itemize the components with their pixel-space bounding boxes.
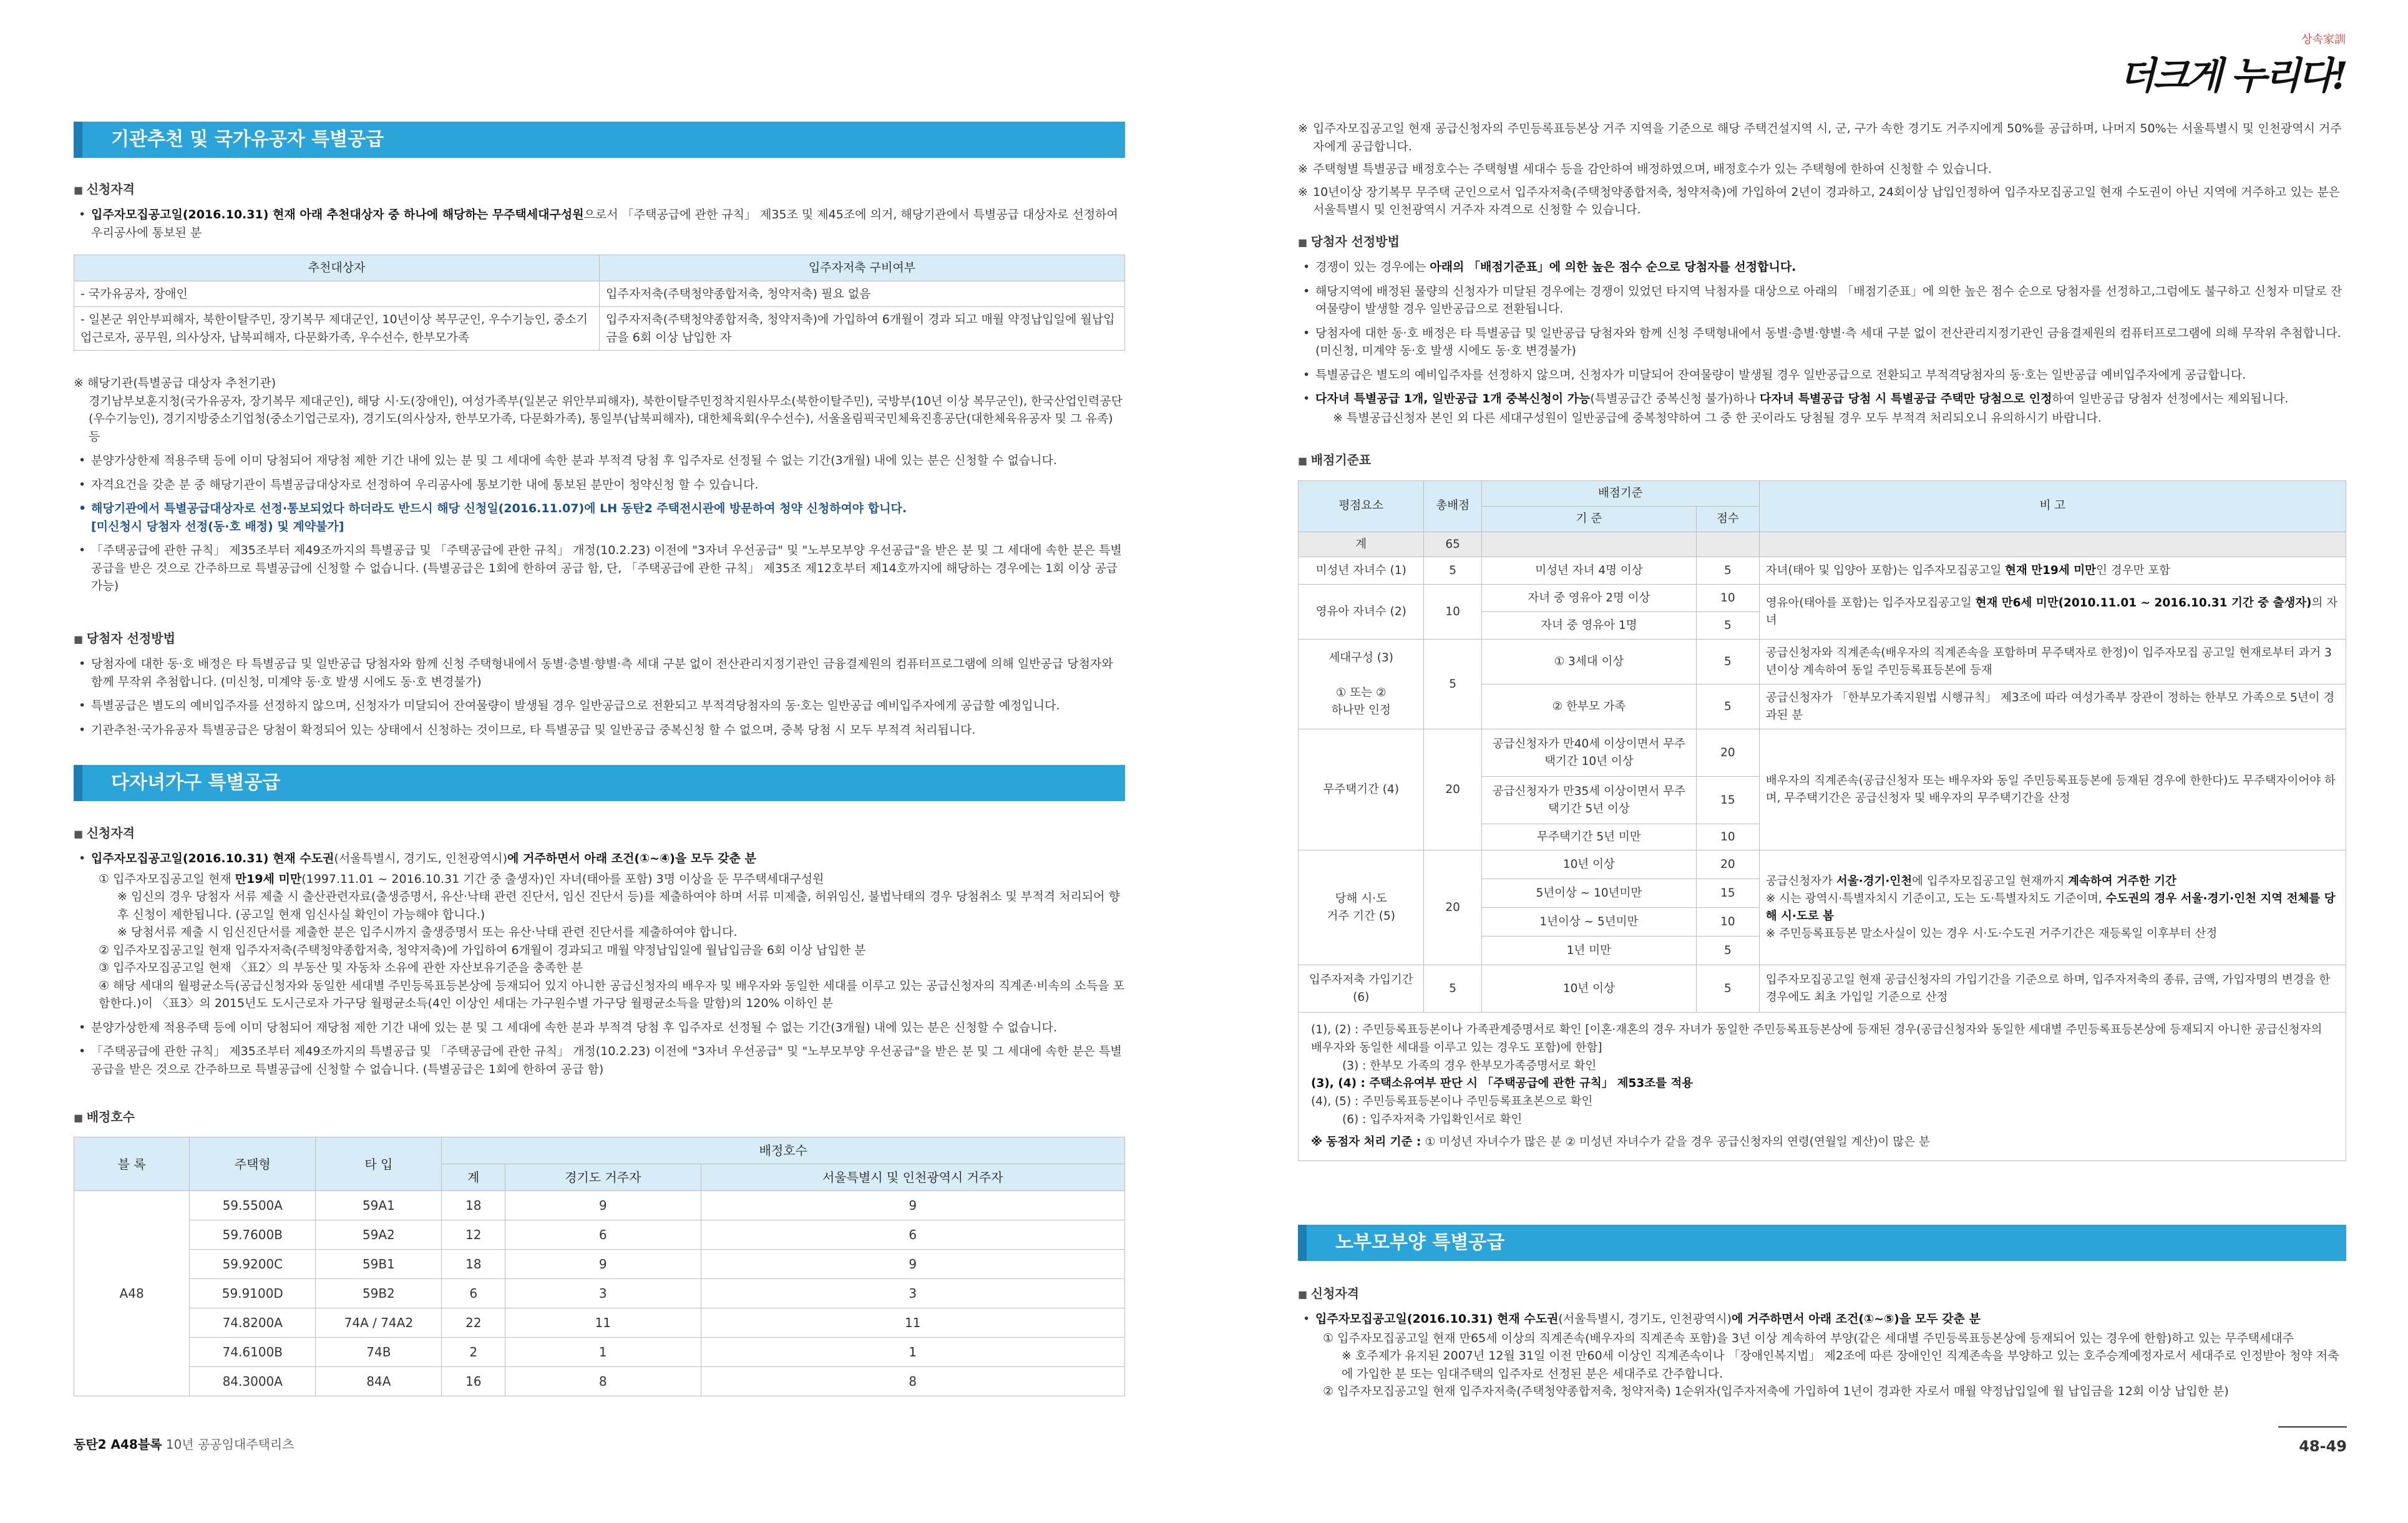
- score-table: [1298, 480, 2346, 1161]
- table-header: 배점기준: [1481, 481, 1759, 507]
- page-number: 48-49: [2299, 1438, 2347, 1455]
- table-header: 계: [442, 1164, 505, 1191]
- section-banner-institution: 기관추천 및 국가유공자 특별공급: [74, 122, 1125, 158]
- bullet-item: • 당첨자에 대한 동·호 배정은 타 특별공급 및 일반공급 당첨자와 함께 신청 주택형내에서 동별·층별·향별·측 세대 구분 없이 전산관리지정기관인 금융결제원의 컴퓨터프로그램에 의해 일반공급 당첨자와 함께 무작위 추첨합니다. (미신청, 미계약 동·호 발생 시에도 동·호 변경불가): [74, 655, 1125, 691]
- bullet-item: • 「주택공급에 관한 규칙」 제35조부터 제49조까지의 특별공급 및 「주택공급에 관한 규칙」 개정(10.2.23) 이전에 "3자녀 우선공급" 및 "노부모부양 우선공급"을 받은 분 및 그 세대에 속한 분은 특별공급을 받은 것으로 간주하므로 특별공급에 신청할 수 없습니다. (특별공급은 1회에 한하여 공급 함, 단, 「주택공급에 관한 규칙」 제35조 제12호부터 제14호까지에 해당하는 경우에는 1회 이상 공급가능): [74, 542, 1125, 595]
- table-row: 미성년 자녀수 (1) 5 미성년 자녀 4명 이상 5 자녀(태아 및 입양아 포함)는 입주자모집공고일 현재 만19세 미만인 경우만 포함: [1299, 557, 2346, 585]
- table-header: 서울특별시 및 인천광역시 거주자: [701, 1164, 1125, 1191]
- table-row: A48 59.5500A 59A1 18 9 9: [74, 1191, 1125, 1220]
- logo-small-text: 상속家訓: [2301, 33, 2346, 46]
- table-row: ② 한부모 가족 5 공급신청자가 「한부모가족지원법 시행규칙」 제3조에 따라 여성가족부 장관이 정하는 한부모 가족으로 5년이 경과된 분: [1299, 684, 2346, 729]
- condition-2: ② 입주자모집공고일 현재 입주자저축(주택청약종합저축, 청약저축)에 가입하여 6개월이 경과되고 매월 약정납입일에 월납입금을 6회 이상 납입한 분: [99, 943, 866, 957]
- table-header: 총배점: [1424, 481, 1481, 532]
- condition-1-note: ※ 당첨서류 제출 시 임신진단서를 제출한 분은 입주시까지 출생증명서 또는 유산·낙태 관련 진단서를 제출하여야 합니다.: [117, 925, 738, 939]
- qualification-bullet: • 입주자모집공고일(2016.10.31) 현재 수도권(서울특별시, 경기도, 인천광역시)에 거주하면서 아래 조건(①~④)을 모두 갖춘 분: [74, 850, 1125, 868]
- bullet-item: • 당첨자에 대한 동·호 배정은 타 특별공급 및 일반공급 당첨자와 함께 신청 주택형내에서 동별·층별·향별·측 세대 구분 없이 전산관리지정기관인 금융결제원의 컴퓨터프로그램에 의해 무작위 추첨합니다. (미신청, 미계약 동·호 발생 시에도 동·호 변경불가): [1298, 324, 2346, 360]
- condition-1: ① 입주자모집공고일 현재 만65세 이상의 직계존속(배우자의 직계존속 포함)을 3년 이상 계속하여 부양(같은 세대별 주민등록표등본상에 등재되어 있는 경우에 한함)하고 있는 무주택세대주: [1323, 1331, 2294, 1345]
- table-row: 1년이상 ~ 5년미만 10: [1299, 908, 2346, 937]
- allocation-heading-wrap: [74, 1107, 1125, 1134]
- table-row: 1년 미만 5: [1299, 937, 2346, 965]
- qualification-heading: ■ 신청자격: [1298, 1284, 2346, 1303]
- institution-selection: [74, 629, 1125, 745]
- selection-heading: ■ 당첨자 선정방법: [74, 629, 1125, 648]
- institution-notes: [74, 374, 1125, 601]
- table-row: - 일본군 위안부피해자, 북한이탈주민, 장기복무 제대군인, 10년이상 복무군인, 우수기능인, 중소기업근로자, 공무원, 의사상자, 납북피해자, 다문화가족, 우수선수, 한부모가족 입주자저축(주택청약종합저축, 청약저축)에 가입하여 6개월이 경과 되고 매월 약정납입일에 월납입금을 6회 이상 납입한 자: [74, 307, 1125, 351]
- condition-1-note: ※ 호주제가 유지된 2007년 12월 31일 이전 만60세 이상인 직계존속이나 「장애인복지법」 제2조에 따른 장애인인 직계존속을 부양하고 있는 호주승계예정자로서 세대주로 인정받아 청약 저축에 가입한 분 또는 임대주택의 입주자로 선정된 분은 세대주로 간주합니다.: [1342, 1349, 2339, 1381]
- condition-1: ① 입주자모집공고일 현재 만19세 미만(1997.11.01 ~ 2016.10.31 기간 중 출생자)인 자녀(태아를 포함) 3명 이상을 둔 무주택세대구성원: [99, 872, 824, 886]
- table-header: 비 고: [1759, 481, 2346, 532]
- note-item: ※ 10년이상 장기복무 무주택 군인으로서 입주자저축(주택청약종합저축, 청약저축)에 가입하여 2년이 경과하고, 24회이상 납입인정하여 입주자모집공고일 현재 수도권이 아닌 지역에 거주하고 있는 분은 서울특별시 및 인천광역시 거주자 자격으로 신청할 수 있습니다.: [1298, 183, 2346, 219]
- blue-bullet: • 해당기관에서 특별공급대상자로 선정·통보되었다 하더라도 반드시 해당 신청일(2016.11.07)에 LH 동탄2 주택전시관에 방문하여 청약 신청하여야 합니다. [미신청시 당첨자 선정(동·호 배정) 및 계약불가]: [74, 500, 1125, 535]
- qualification-heading: ■ 신청자격: [74, 824, 1125, 842]
- table-footnote-row: [1299, 1013, 2346, 1161]
- table-row: 59.7600B 59A2 12 6 6: [74, 1220, 1125, 1250]
- table-header: 평점요소: [1299, 481, 1424, 532]
- bullet-item: • 해당지역에 배정된 물량의 신청자가 미달된 경우에는 경쟁이 있었던 타지역 낙첨자를 대상으로 아래의 「배점기준표」에 의한 높은 점수 순으로 당첨자를 선정하고,그럼에도 불구하고 신청자 미달로 잔여물량이 발생할 경우 일반공급으로 전환됩니다.: [1298, 283, 2346, 318]
- section-banner-elderly-parent: 노부모부양 특별공급: [1298, 1225, 2346, 1261]
- table-header: 경기도 거주자: [505, 1164, 701, 1191]
- table-row: 74.6100B 74B 2 1 1: [74, 1338, 1125, 1367]
- table-row: 59.9100D 59B2 6 3 3: [74, 1279, 1125, 1308]
- bullet-item: • 자격요건을 갖춘 분 중 해당기관이 특별공급대상자로 선정하여 우리공사에 통보기한 내에 통보된 분만이 청약신청 할 수 있습니다.: [74, 476, 1125, 494]
- selection-heading: ■ 당첨자 선정방법: [1298, 232, 2346, 251]
- tie-break-rule: ※ 동점자 처리 기준 : ① 미성년 자녀수가 많은 분 ② 미성년 자녀수가 같을 경우 공급신청자의 연령(연월일 계산)이 많은 분: [1311, 1136, 1930, 1149]
- note-body: 경기남부보훈지청(국가유공자, 장기복무 제대군인), 해당 시·도(장애인), 여성가족부(일본군 위안부피해자), 북한이탈주민정착지원사무소(북한이탈주민), 국방부(10년 이상 복무군인), 한국산업인력공단(우수기능인), 경기지방중소기업청(중소기업근로자), 경기도(의사상자, 한부모가족, 다문화가족), 통일부(납북피해자), 대한체육회(우수선수), 서울올림픽국민체육진흥공단(대한체육유공자 및 그 유족) 등: [89, 394, 1123, 444]
- table-row: 5년이상 ~ 10년미만 15: [1299, 879, 2346, 908]
- table-header: 추천대상자: [74, 255, 600, 281]
- condition-1-note: ※ 임신의 경우 당첨자 서류 제출 시 출산관련자료(출생증명서, 유산·낙태 관련 진단서, 임신 진단서 등)를 제출하여야 하며 서류 미제출, 허위임신, 불법낙태의 경우 당첨취소 및 부적격 처리되어 향후 신청이 제한됩니다. (공고일 현재 임신사실 확인이 가능해야 합니다.): [117, 890, 1120, 922]
- table-row: 세대구성 (3) ① 또는 ② 하나만 인정 5 ① 3세대 이상 5 공급신청자와 직계존속(배우자의 직계존속을 포함하며 무주택자로 한정)이 입주자모집 공고일 현재로부터 과거 3년이상 계속하여 동일 주민등록표등본에 등재: [1299, 640, 2346, 684]
- note-item: ※ 주택형별 특별공급 배정호수는 주택형별 세대수 등을 감안하여 배정하였으며, 배정호수가 있는 주택형에 한하여 신청할 수 있습니다.: [1298, 160, 2346, 178]
- table-header: 기 준: [1481, 506, 1696, 532]
- section-banner-multichild: 다자녀가구 특별공급: [74, 765, 1125, 801]
- multichild-qualification: [74, 824, 1125, 1084]
- score-heading-wrap: [1298, 450, 2346, 477]
- elderly-qualification: [1298, 1284, 2346, 1401]
- footnote: (1), (2) : 주민등록표등본이나 가족관계증명서로 확인 [이혼·재혼의 경우 자녀가 동일한 주민등록표등본상에 등재된 경우(공급신청자와 동일한 세대별 주민등록표등본상에 등재되지 아니한 공급신청자의 배우자와 동일한 세대를 이루고 있는 경우도 포함)에 한함]: [1311, 1023, 2323, 1054]
- table-row: - 국가유공자, 장애인 입주자저축(주택청약종합저축, 청약저축) 필요 없음: [74, 281, 1125, 307]
- table-row: 59.9200C 59B1 18 9 9: [74, 1250, 1125, 1279]
- table-row: 영유아 자녀수 (2) 10 자녀 중 영유아 2명 이상 10 영유아(태아를 포함)는 입주자모집공고일 현재 만6세 미만(2010.11.01 ~ 2016.10.31 기간 중 출생자)의 자녀: [1299, 585, 2346, 612]
- qualification-heading: ■ 신청자격: [74, 180, 1125, 198]
- note-heading: ※ 해당기관(특별공급 대상자 추천기관): [74, 376, 276, 390]
- table-row-total: 계 65: [1299, 532, 2346, 557]
- bullet-item: • 기관추천·국가유공자 특별공급은 당첨이 확정되어 있는 상태에서 신청하는 것이므로, 타 특별공급 및 일반공급 중복신청 할 수 없으며, 중복 당첨 시 모두 부적격 처리됩니다.: [74, 721, 1125, 739]
- table-header: 블 록: [74, 1137, 190, 1191]
- score-table-wrap: [1298, 480, 2346, 1161]
- footnote: (3) : 한부모 가족의 경우 한부모가족증명서로 확인: [1342, 1059, 1597, 1073]
- table-row: 자녀 중 영유아 1명 5: [1299, 612, 2346, 640]
- table-row: 무주택기간 (4) 20 공급신청자가 만40세 이상이면서 무주택기간 10년 이상 20 배우자의 직계존속(공급신청자 또는 배우자와 동일 주민등록표등본에 등재된 경우에 한한다)도 무주택자이어야 하며, 무주택기간은 공급신청자 및 배우자의 무주택기간을 산정: [1299, 729, 2346, 777]
- table-row: 입주자저축 가입기간 (6) 5 10년 이상 5 입주자모집공고일 현재 공급신청자의 가입기간을 기준으로 하며, 입주자저축의 종류, 금액, 가입자명의 변경을 한 경우에도 최초 가입일 기준으로 산정: [1299, 965, 2346, 1013]
- note-item: ※ 입주자모집공고일 현재 공급신청자의 주민등록표등본상 거주 지역을 기준으로 해당 주택건설지역 시, 군, 구가 속한 경기도 거주지에게 50%를 공급하며, 나머지 50%는 서울특별시 및 인천광역시 거주자에게 공급합니다.: [1298, 120, 2346, 155]
- qualification-bullet: • 입주자모집공고일(2016.10.31) 현재 수도권(서울특별시, 경기도, 인천광역시)에 거주하면서 아래 조건(①~⑤)을 모두 갖춘 분: [1298, 1310, 2346, 1328]
- institution-qualification: [74, 180, 1125, 248]
- bullet-item: • 특별공급은 별도의 예비입주자를 선정하지 않으며, 신청자가 미달되어 잔여물량이 발생될 경우 일반공급으로 전환되고 부적격당첨자의 동·호는 일반공급 예비입주자에게 공급할 예정입니다.: [74, 697, 1125, 715]
- logo-main-text: 더크게 누리다!: [2119, 54, 2346, 98]
- table-row: 무주택기간 5년 미만 10: [1299, 824, 2346, 850]
- bullet-item: • 경쟁이 있는 경우에는 아래의 「배점기준표」에 의한 높은 점수 순으로 당첨자를 선정합니다.: [1298, 258, 2346, 276]
- table-header: 점수: [1697, 506, 1760, 532]
- qualification-bullet: • 입주자모집공고일(2016.10.31) 현재 아래 추천대상자 중 하나에 해당하는 무주택세대구성원으로서 「주택공급에 관한 규칙」 제35조 및 제45조에 의거, 해당기관에서 특별공급 대상자로 선정하여 우리공사에 통보된 분: [74, 206, 1125, 241]
- table-header: 배정호수: [442, 1137, 1125, 1164]
- allocation-notes: [1298, 120, 2346, 224]
- score-heading: ■ 배점기준표: [1298, 450, 2346, 469]
- table-header: 주택형: [190, 1137, 316, 1191]
- footnote: (4), (5) : 주민등록표등본이나 주민등록표초본으로 확인: [1311, 1094, 1593, 1108]
- recommendation-table: [74, 255, 1125, 351]
- multichild-selection: [1298, 232, 2346, 433]
- allocation-table-wrap: [74, 1137, 1125, 1396]
- footnote: (3), (4) : 주택소유여부 판단 시 「주택공급에 관한 규칙」 제53조를 적용: [1311, 1077, 1694, 1091]
- table-header: 타 입: [316, 1137, 442, 1191]
- table-row: 당해 시·도 거주 기간 (5) 20 10년 이상 20 공급신청자가 서울·경기·인천에 입주자모집공고일 현재까지 계속하여 거주한 기간 ※ 시는 광역시·특별자치시 기준이고, 도는 도·특별자치도 기준이며, 수도권의 경우 서울·경기·인천 지역 전체를 당해 시·도로 봄 ※ 주민등록표등본 말소사실이 있는 경우 시·도·수도권 거주기간은 재등록일 이후부터 산정: [1299, 850, 2346, 879]
- table-row: 84.3000A 84A 16 8 8: [74, 1367, 1125, 1396]
- bullet-item: • 다자녀 특별공급 1개, 일반공급 1개 중복신청이 가능(특별공급간 중복신청 불가)하나 다자녀 특별공급 당첨 시 특별공급 주택만 당첨으로 인정하여 일반공급 당첨자 선정에서는 제외됩니다.: [1298, 390, 2346, 408]
- condition-2: ② 입주자모집공고일 현재 입주자저축(주택청약종합저축, 청약저축) 1순위자(입주자저축에 가입하여 1년이 경과한 자로서 매월 약정납입일에 월 납입금을 12회 이상 납입한 분): [1323, 1384, 2229, 1398]
- bullet-item: • 「주택공급에 관한 규칙」 제35조부터 제49조까지의 특별공급 및 「주택공급에 관한 규칙」 개정(10.2.23) 이전에 "3자녀 우선공급" 및 "노부모부양 우선공급"을 받은 분 및 그 세대에 속한 분은 특별공급을 받은 것으로 간주하므로 특별공급에 신청할 수 없습니다. (특별공급은 1회에 한하여 공급 함): [74, 1043, 1125, 1078]
- bullet-item: • 분양가상한제 적용주택 등에 이미 당첨되어 재당첨 제한 기간 내에 있는 분 및 그 세대에 속한 분과 부적격 당첨 후 입주자로 선정될 수 없는 기간(3개월) 내에 있는 분은 신청할 수 없습니다.: [74, 1019, 1125, 1037]
- bullet-item: • 특별공급은 별도의 예비입주자를 선정하지 않으며, 신청자가 미달되어 잔여물량이 발생될 경우 일반공급으로 전환되고 부적격당첨자의 동·호는 일반공급 예비입주자에게 공급합니다.: [1298, 366, 2346, 384]
- footer-title: 동탄2 A48블록 10년 공공임대주택리츠: [74, 1437, 295, 1452]
- bullet-subnote: ※ 특별공급신청자 본인 외 다른 세대구성원이 일반공급에 중복청약하여 그 중 한 곳이라도 당첨될 경우 모두 부적격 처리되오니 유의하시기 바랍니다.: [1333, 411, 2102, 425]
- condition-4: ④ 해당 세대의 월평균소득(공급신청자와 동일한 세대별 주민등록표등본상에 등재되어 있지 아니한 공급신청자의 배우자 및 배우자와 동일한 세대를 이루고 있는 공급신청자의 직계존·비속의 소득을 포함한다.)이 〈표3〉의 2015년도 도시근로자 가구당 월평균소득(4인 이상인 세대는 가구원수별 가구당 월평균소득을 말함)의 120% 이하인 분: [99, 978, 1124, 1010]
- allocation-table: [74, 1137, 1125, 1396]
- table-row: 공급신청자가 만35세 이상이면서 무주택기간 5년 이상 15: [1299, 777, 2346, 824]
- allocation-heading: ■ 배정호수: [74, 1107, 1125, 1126]
- bullet-item: • 분양가상한제 적용주택 등에 이미 당첨되어 재당첨 제한 기간 내에 있는 분 및 그 세대에 속한 분과 부적격 당첨 후 입주자로 선정될 수 없는 기간(3개월) 내에 있는 분은 신청할 수 없습니다.: [74, 452, 1125, 470]
- logo: [2119, 31, 2346, 104]
- block-cell: A48: [74, 1191, 190, 1396]
- condition-3: ③ 입주자모집공고일 현재 〈표2〉의 부동산 및 자동차 소유에 관한 자산보유기준을 충족한 분: [99, 961, 583, 975]
- footer-rule: [2278, 1426, 2347, 1428]
- table-header: 입주자저축 구비여부: [600, 255, 1125, 281]
- recommendation-table-wrap: [74, 255, 1125, 351]
- footnote: (6) : 입주자저축 가입확인서로 확인: [1342, 1112, 1523, 1126]
- table-row: 74.8200A 74A / 74A2 22 11 11: [74, 1308, 1125, 1338]
